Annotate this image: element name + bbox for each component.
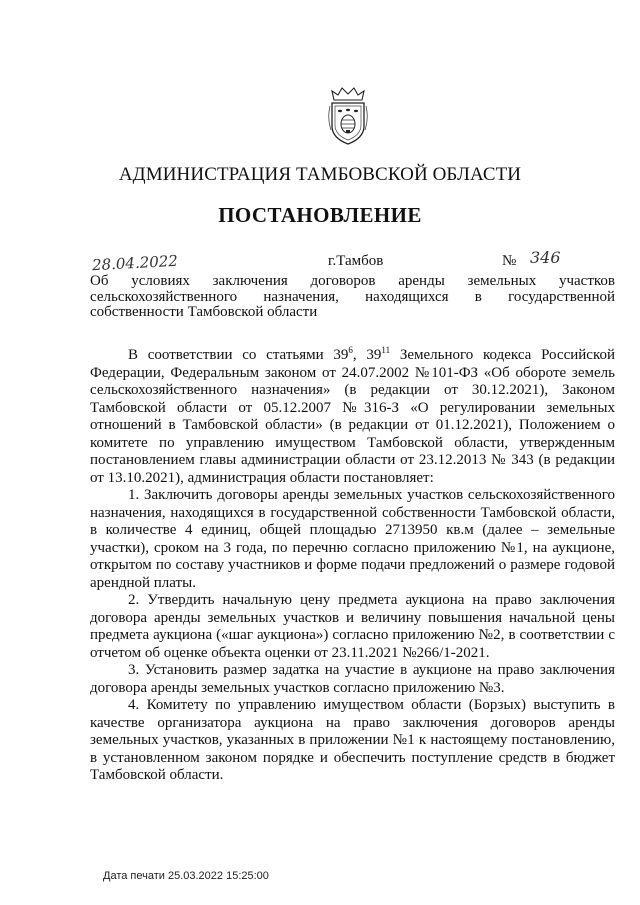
- resolution-item-4: 4. Комитету по управлению имуществом области (Борзых) выступить в качестве организатора аукциона на право заключения договоров аренды земельных участков, указанных в приложении №1 к настоящему постановлению, в установленном законом порядке и обеспечить поступление средств в бюджет Тамбовской области.: [90, 697, 615, 783]
- document-number: 346: [530, 248, 561, 267]
- resolution-item-2: 2. Утвердить начальную цену предмета аукциона на право заключения договора аренды земельных участков и величину повышения начальной цены предмета аукциона («шаг аукциона») согласно приложению №2, в соответствии с отчетом об оценке объекта оценки от 23.11.2021 №266/1-2021.: [90, 592, 615, 661]
- preamble-text: , 39: [352, 347, 382, 363]
- resolution-item-1: 1. Заключить договоры аренды земельных участков сельскохозяйственного назначения, находящихся в государственной собственности Тамбовской области, в количестве 4 единиц, общей площадью 2713950 кв.м (далее – земельные участки), сроком на 3 года, по перечню согласно приложению №1, на аукционе, открытом по составу участников и форме подачи предложений о размере годовой арендной платы.: [90, 487, 615, 591]
- organization-title: АДМИНИСТРАЦИЯ ТАМБОВСКОЙ ОБЛАСТИ: [118, 164, 522, 185]
- print-date: Дата печати 25.03.2022 15:25:00: [103, 870, 269, 882]
- resolution-item-3: 3. Установить размер задатка на участие в аукционе на право заключения договора аренды земельных участков согласно приложению №3.: [90, 662, 615, 696]
- article-superscript: 6: [348, 345, 353, 355]
- document-body: [90, 347, 615, 785]
- article-superscript: 11: [381, 345, 391, 355]
- preamble-paragraph: [90, 347, 615, 487]
- coat-of-arms-icon: [326, 86, 370, 146]
- document-title: ПОСТАНОВЛЕНИЕ: [218, 203, 422, 227]
- document-date: 28.04.2022: [91, 251, 179, 275]
- preamble-text: В соответствии со статьями 39: [128, 347, 349, 363]
- document-subject: Об условиях заключения договоров аренды земельных участков сельскохозяйственного назначения, находящихся в государственной собственности Тамбовской области: [90, 273, 615, 320]
- document-city: г.Тамбов: [328, 253, 384, 269]
- document-number-label: №: [502, 253, 517, 269]
- preamble-text: Земельного кодекса Российской Федерации, Федеральным законом от 24.07.2002 №101-ФЗ «Об обороте земель сельскохозяйственного назначения» (в редакции от 30.12.2021), Законом Тамбовской области от 05.12.2007 №316-З «О регулировании земельных отношений в Тамбовской области» (в редакции от 01.12.2021), Положением о комитете по управлению имуществом Тамбовской области, утвержденным постановлением главы администрации области от 23.12.2013 № 343 (в редакции от 13.10.2021), администрация области постановляет:: [90, 347, 615, 486]
